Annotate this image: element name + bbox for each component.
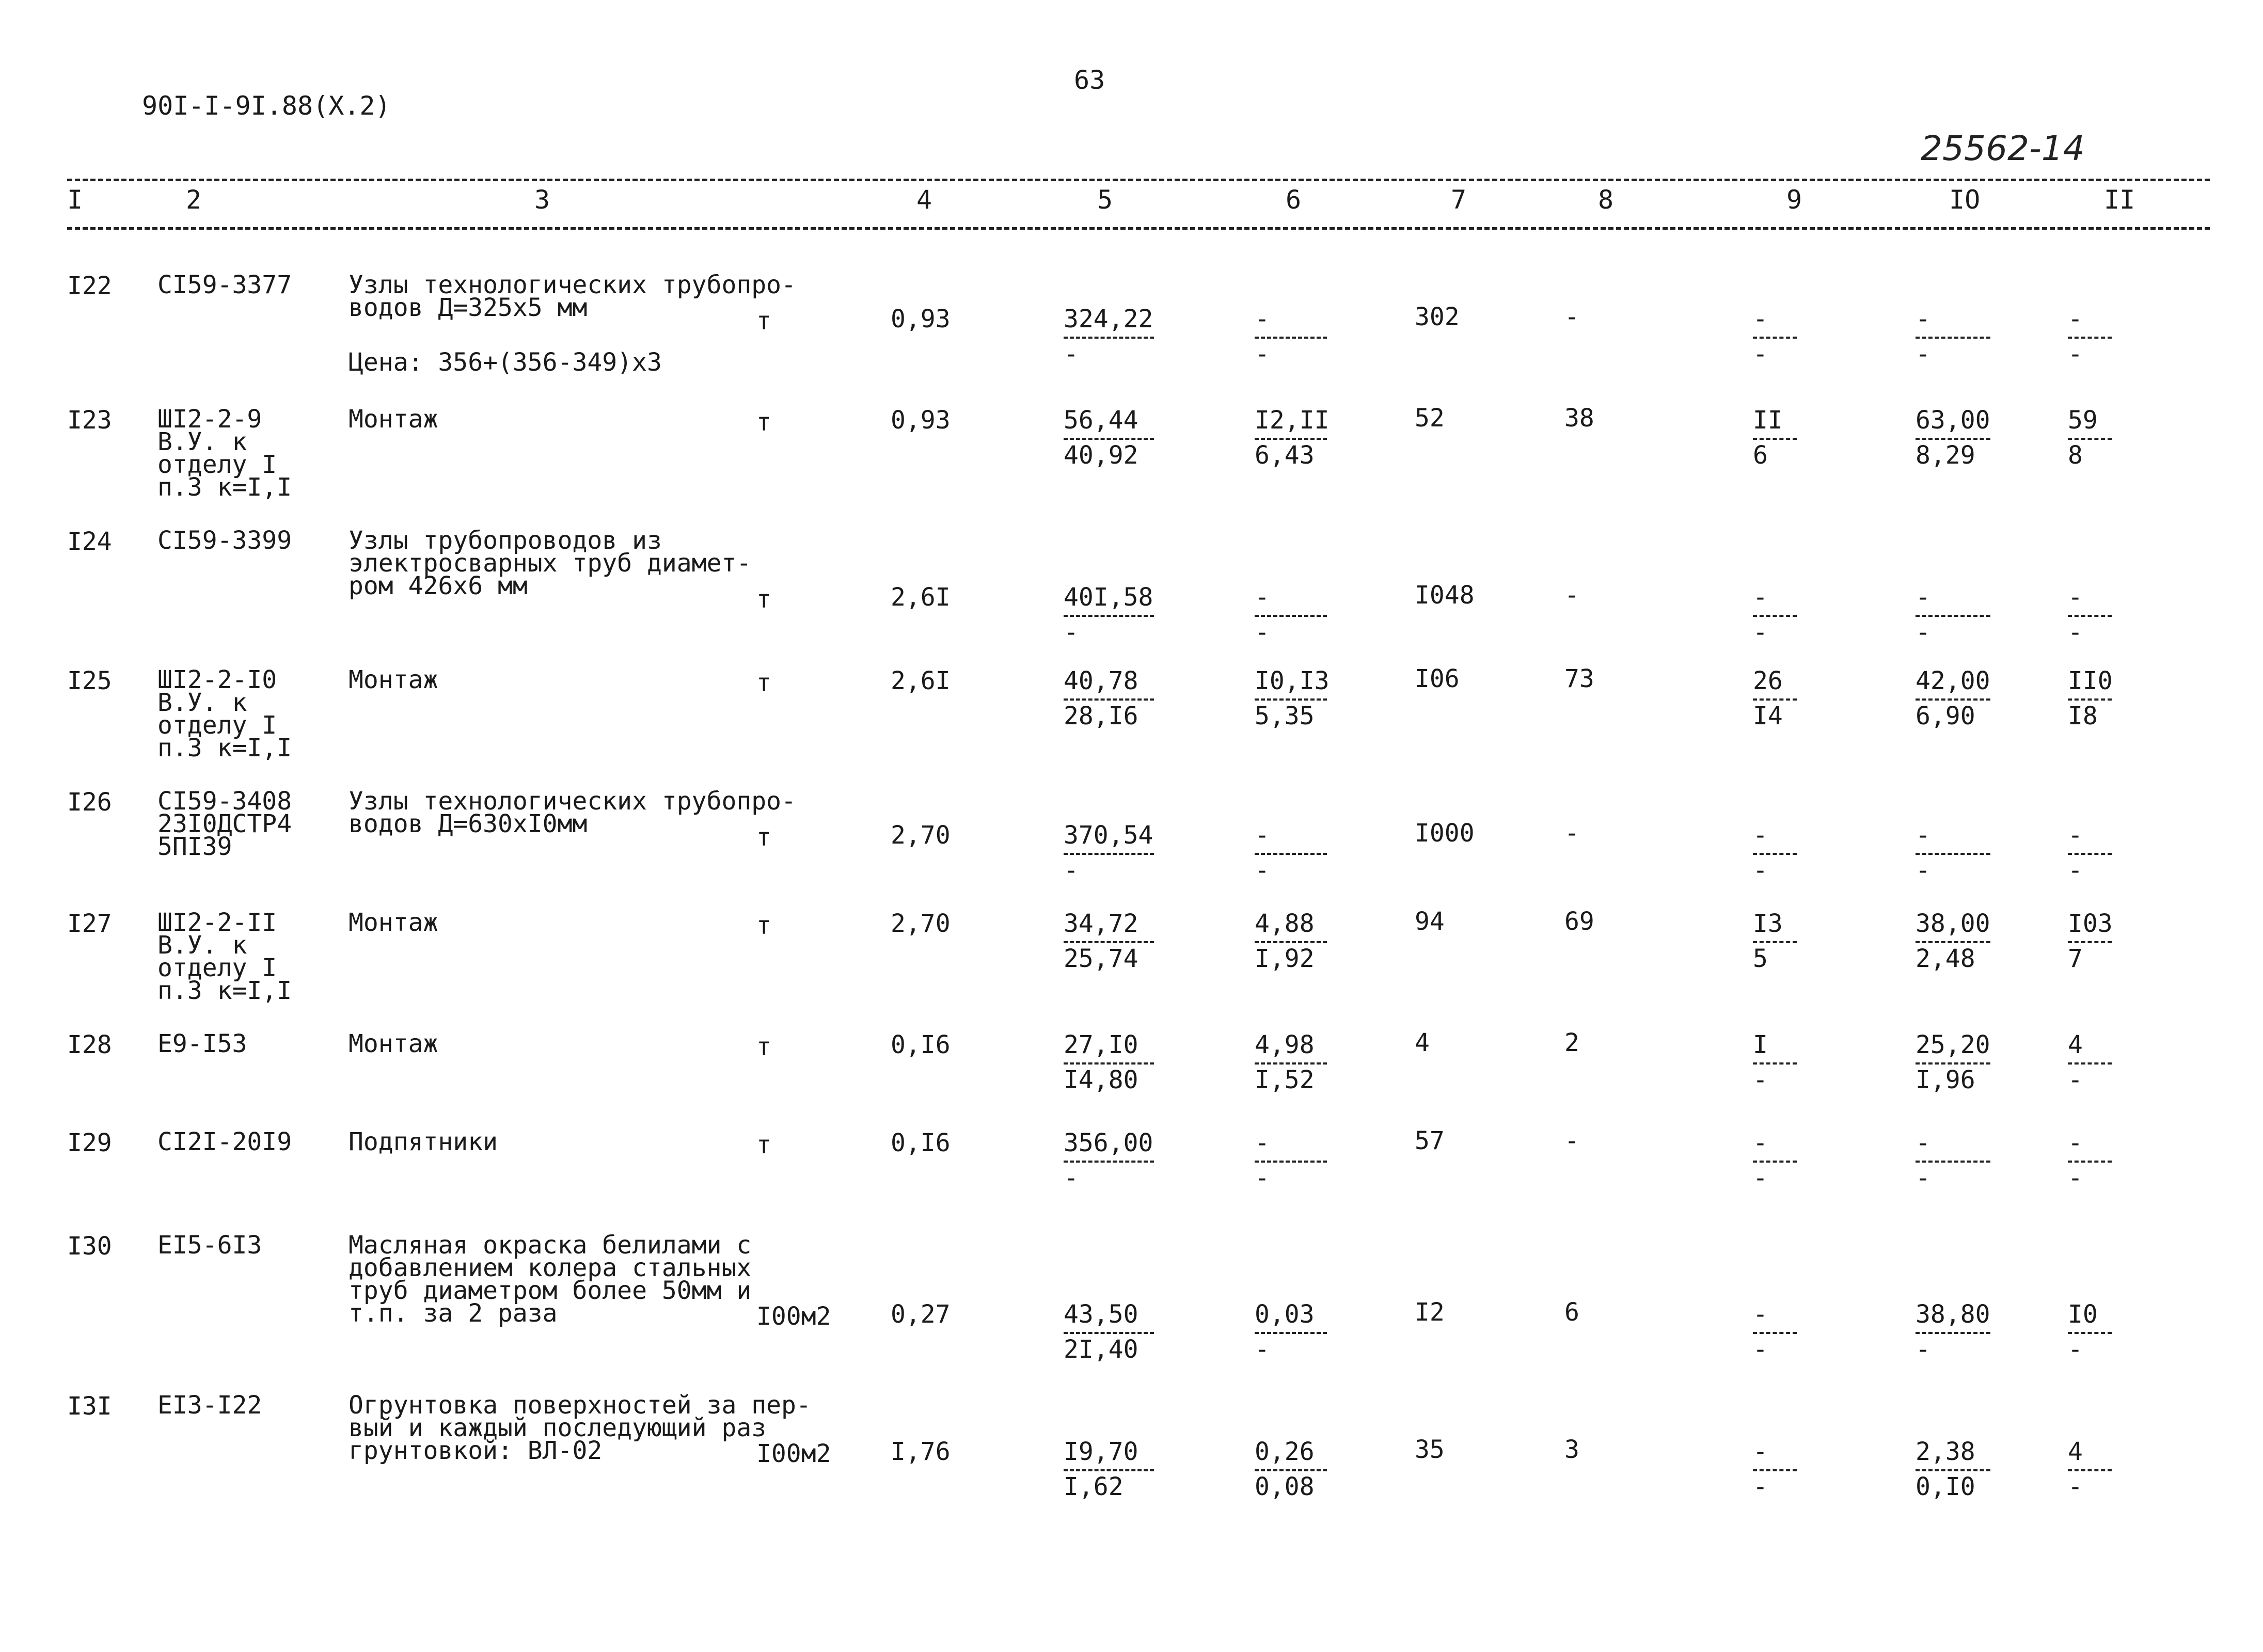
c9-numerator: - bbox=[1753, 305, 1768, 333]
c6-fraction-line bbox=[1255, 438, 1327, 440]
c6-numerator: 0,03 bbox=[1255, 1300, 1315, 1329]
c5-denominator: 28,I6 bbox=[1064, 702, 1138, 730]
c9-numerator: - bbox=[1753, 1129, 1768, 1157]
row-description: Узлы технологических трубопро- водов Д=630хI0мм bbox=[349, 787, 796, 838]
c5-denominator: I4,80 bbox=[1064, 1066, 1138, 1094]
row-code: CI59-3399 bbox=[157, 526, 292, 555]
c6-denominator: 5,35 bbox=[1255, 702, 1315, 730]
row-quantity: 0,93 bbox=[891, 305, 951, 333]
c11-fraction-line bbox=[2068, 1469, 2112, 1471]
c5-fraction-line bbox=[1064, 941, 1154, 943]
c6-numerator: I0,I3 bbox=[1255, 666, 1330, 695]
c9-denominator: - bbox=[1753, 1335, 1768, 1364]
row-quantity: 0,I6 bbox=[891, 1129, 951, 1157]
c10-denominator: - bbox=[1916, 856, 1930, 885]
row-unit: т bbox=[756, 408, 771, 437]
c9-fraction-line bbox=[1753, 1332, 1797, 1334]
col7-value: I048 bbox=[1415, 581, 1475, 610]
c11-fraction-line bbox=[2068, 1062, 2112, 1065]
row-quantity: 0,27 bbox=[891, 1300, 951, 1329]
c9-fraction-line bbox=[1753, 853, 1797, 855]
c6-denominator: - bbox=[1255, 340, 1270, 369]
c9-denominator: I4 bbox=[1753, 702, 1783, 730]
c11-denominator: 8 bbox=[2068, 441, 2083, 470]
row-quantity: 0,I6 bbox=[891, 1030, 951, 1059]
c10-numerator: 63,00 bbox=[1916, 406, 1990, 435]
c11-numerator: - bbox=[2068, 583, 2083, 612]
row-number: I24 bbox=[67, 527, 112, 556]
document-code: 90I-I-9I.88(Х.2) bbox=[142, 91, 391, 121]
c9-fraction-line bbox=[1753, 615, 1797, 617]
row-description: Монтаж bbox=[349, 1029, 438, 1058]
row-number: I23 bbox=[67, 406, 112, 435]
c6-numerator: 0,26 bbox=[1255, 1437, 1315, 1466]
c10-denominator: 2,48 bbox=[1916, 944, 1975, 973]
c11-numerator: - bbox=[2068, 305, 2083, 333]
row-number: I29 bbox=[67, 1129, 112, 1157]
c11-denominator: - bbox=[2068, 1472, 2083, 1501]
c9-denominator: - bbox=[1753, 856, 1768, 885]
c9-denominator: - bbox=[1753, 1472, 1768, 1501]
c9-fraction-line bbox=[1753, 337, 1797, 339]
c6-numerator: 4,88 bbox=[1255, 909, 1315, 938]
column-header: 4 bbox=[916, 185, 932, 215]
c11-denominator: - bbox=[2068, 618, 2083, 647]
row-number: I30 bbox=[67, 1232, 112, 1261]
column-header: 3 bbox=[534, 185, 550, 215]
c9-fraction-line bbox=[1753, 1469, 1797, 1471]
c6-numerator: 4,98 bbox=[1255, 1030, 1315, 1059]
c6-fraction-line bbox=[1255, 941, 1327, 943]
row-quantity: 0,93 bbox=[891, 406, 951, 435]
c6-fraction-line bbox=[1255, 615, 1327, 617]
c5-denominator: - bbox=[1064, 340, 1079, 369]
c5-fraction-line bbox=[1064, 1062, 1154, 1065]
c10-denominator: - bbox=[1916, 618, 1930, 647]
c6-numerator: - bbox=[1255, 821, 1270, 850]
c11-numerator: - bbox=[2068, 1129, 2083, 1157]
c11-fraction-line bbox=[2068, 1161, 2112, 1163]
row-description: Огрунтовка поверхностей за пер- вый и каждый последующий раз грунтовкой: ВЛ-02 bbox=[349, 1391, 811, 1465]
col8-value: - bbox=[1564, 581, 1579, 610]
c11-numerator: II0 bbox=[2068, 666, 2113, 695]
c11-denominator: - bbox=[2068, 1164, 2083, 1193]
c6-numerator: - bbox=[1255, 1129, 1270, 1157]
c5-fraction-line bbox=[1064, 698, 1154, 701]
row-quantity: 2,6I bbox=[891, 583, 951, 612]
col7-value: 57 bbox=[1415, 1126, 1445, 1155]
c10-denominator: I,96 bbox=[1916, 1066, 1975, 1094]
row-unit: т bbox=[756, 1131, 771, 1159]
c10-denominator: - bbox=[1916, 1335, 1930, 1364]
row-code: ШI2-2-I0 В.У. к отделу I п.3 к=I,I bbox=[157, 665, 292, 763]
col7-value: 94 bbox=[1415, 907, 1445, 936]
row-quantity: 2,70 bbox=[891, 821, 951, 850]
c5-numerator: 40I,58 bbox=[1064, 583, 1153, 612]
c6-denominator: - bbox=[1255, 1335, 1270, 1364]
c6-fraction-line bbox=[1255, 1161, 1327, 1163]
column-header: IO bbox=[1949, 185, 1981, 215]
c11-denominator: - bbox=[2068, 340, 2083, 369]
c5-fraction-line bbox=[1064, 438, 1154, 440]
c9-fraction-line bbox=[1753, 1161, 1797, 1163]
col8-value: 2 bbox=[1564, 1028, 1579, 1057]
col8-value: 73 bbox=[1564, 664, 1594, 693]
c10-fraction-line bbox=[1916, 853, 1990, 855]
c11-denominator: I8 bbox=[2068, 702, 2098, 730]
row-code: EI5-6I3 bbox=[157, 1231, 262, 1260]
column-header: II bbox=[2104, 185, 2135, 215]
row-unit: I00м2 bbox=[756, 1302, 831, 1331]
row-unit: т bbox=[756, 1032, 771, 1061]
c5-denominator: 2I,40 bbox=[1064, 1335, 1138, 1364]
inventory-number-stamp: 25562-14 bbox=[1921, 129, 2085, 168]
c11-fraction-line bbox=[2068, 1332, 2112, 1334]
c10-fraction-line bbox=[1916, 698, 1990, 701]
c6-numerator: - bbox=[1255, 305, 1270, 333]
c6-denominator: I,52 bbox=[1255, 1066, 1315, 1094]
c9-denominator: - bbox=[1753, 1066, 1768, 1094]
c5-denominator: I,62 bbox=[1064, 1472, 1123, 1501]
c5-numerator: 27,I0 bbox=[1064, 1030, 1138, 1059]
row-price-note: Цена: 356+(356-349)х3 bbox=[349, 348, 662, 377]
c10-denominator: 8,29 bbox=[1916, 441, 1975, 470]
c6-fraction-line bbox=[1255, 337, 1327, 339]
c5-numerator: 34,72 bbox=[1064, 909, 1138, 938]
header-bottom-rule bbox=[67, 227, 2210, 230]
c11-numerator: I0 bbox=[2068, 1300, 2098, 1329]
c10-numerator: 25,20 bbox=[1916, 1030, 1990, 1059]
col7-value: 52 bbox=[1415, 404, 1445, 433]
c6-denominator: - bbox=[1255, 1164, 1270, 1193]
column-header: 5 bbox=[1097, 185, 1113, 215]
column-header: 9 bbox=[1786, 185, 1802, 215]
row-unit: т bbox=[756, 669, 771, 697]
row-description: Узлы трубопроводов из электросварных труб диамет- ром 426х6 мм bbox=[349, 526, 752, 600]
c11-numerator: 4 bbox=[2068, 1437, 2083, 1466]
c5-numerator: I9,70 bbox=[1064, 1437, 1138, 1466]
c10-numerator: 38,80 bbox=[1916, 1300, 1990, 1329]
col7-value: 302 bbox=[1415, 303, 1460, 331]
c10-fraction-line bbox=[1916, 1332, 1990, 1334]
c9-fraction-line bbox=[1753, 698, 1797, 701]
c5-numerator: 40,78 bbox=[1064, 666, 1138, 695]
row-quantity: 2,70 bbox=[891, 909, 951, 938]
c10-fraction-line bbox=[1916, 615, 1990, 617]
c10-fraction-line bbox=[1916, 941, 1990, 943]
col8-value: - bbox=[1564, 819, 1579, 848]
column-header: 7 bbox=[1451, 185, 1467, 215]
c9-denominator: 6 bbox=[1753, 441, 1768, 470]
c10-numerator: - bbox=[1916, 821, 1930, 850]
row-unit: т bbox=[756, 307, 771, 336]
c6-fraction-line bbox=[1255, 698, 1327, 701]
row-number: I27 bbox=[67, 909, 112, 938]
c9-numerator: 26 bbox=[1753, 666, 1783, 695]
c10-fraction-line bbox=[1916, 1161, 1990, 1163]
col7-value: I2 bbox=[1415, 1298, 1445, 1327]
row-description: Подпятники bbox=[349, 1127, 498, 1156]
row-unit: I00м2 bbox=[756, 1439, 831, 1468]
c5-numerator: 370,54 bbox=[1064, 821, 1153, 850]
col8-value: - bbox=[1564, 1126, 1579, 1155]
c9-numerator: II bbox=[1753, 406, 1783, 435]
c9-numerator: - bbox=[1753, 1437, 1768, 1466]
row-description: Монтаж bbox=[349, 405, 438, 434]
row-unit: т bbox=[756, 823, 771, 852]
c6-numerator: - bbox=[1255, 583, 1270, 612]
row-quantity: I,76 bbox=[891, 1437, 951, 1466]
col8-value: 6 bbox=[1564, 1298, 1579, 1327]
page-number: 63 bbox=[1074, 65, 1105, 95]
c11-numerator: 59 bbox=[2068, 406, 2098, 435]
c11-fraction-line bbox=[2068, 337, 2112, 339]
c9-numerator: - bbox=[1753, 583, 1768, 612]
c10-denominator: - bbox=[1916, 1164, 1930, 1193]
c9-fraction-line bbox=[1753, 941, 1797, 943]
row-number: I25 bbox=[67, 666, 112, 695]
c11-numerator: 4 bbox=[2068, 1030, 2083, 1059]
c6-fraction-line bbox=[1255, 853, 1327, 855]
c10-fraction-line bbox=[1916, 1469, 1990, 1471]
c10-numerator: 2,38 bbox=[1916, 1437, 1975, 1466]
c9-denominator: - bbox=[1753, 1164, 1768, 1193]
column-header: 2 bbox=[186, 185, 202, 215]
c11-fraction-line bbox=[2068, 853, 2112, 855]
c5-numerator: 56,44 bbox=[1064, 406, 1138, 435]
c5-denominator: 40,92 bbox=[1064, 441, 1138, 470]
c5-fraction-line bbox=[1064, 615, 1154, 617]
col7-value: 35 bbox=[1415, 1435, 1445, 1464]
row-code: CI59-3408 23I0ДСТР4 5ПI39 bbox=[157, 787, 292, 861]
c5-denominator: 25,74 bbox=[1064, 944, 1138, 973]
row-description: Монтаж bbox=[349, 908, 438, 937]
row-number: I26 bbox=[67, 788, 112, 817]
c9-fraction-line bbox=[1753, 438, 1797, 440]
c9-numerator: I bbox=[1753, 1030, 1768, 1059]
c10-numerator: - bbox=[1916, 583, 1930, 612]
c5-numerator: 324,22 bbox=[1064, 305, 1153, 333]
c11-fraction-line bbox=[2068, 698, 2112, 701]
c9-denominator: - bbox=[1753, 618, 1768, 647]
c11-numerator: I03 bbox=[2068, 909, 2113, 938]
column-header: 6 bbox=[1286, 185, 1302, 215]
row-number: I3I bbox=[67, 1392, 112, 1421]
c6-fraction-line bbox=[1255, 1469, 1327, 1471]
c11-denominator: 7 bbox=[2068, 944, 2083, 973]
c10-fraction-line bbox=[1916, 1062, 1990, 1065]
c5-fraction-line bbox=[1064, 1161, 1154, 1163]
c11-denominator: - bbox=[2068, 1335, 2083, 1364]
c11-fraction-line bbox=[2068, 941, 2112, 943]
c10-fraction-line bbox=[1916, 337, 1990, 339]
column-header: 8 bbox=[1598, 185, 1614, 215]
row-number: I28 bbox=[67, 1030, 112, 1059]
row-quantity: 2,6I bbox=[891, 666, 951, 695]
c6-denominator: 0,08 bbox=[1255, 1472, 1315, 1501]
c11-denominator: - bbox=[2068, 1066, 2083, 1094]
c5-denominator: - bbox=[1064, 856, 1079, 885]
c6-denominator: 6,43 bbox=[1255, 441, 1315, 470]
c6-numerator: I2,II bbox=[1255, 406, 1330, 435]
c9-numerator: I3 bbox=[1753, 909, 1783, 938]
header-top-rule bbox=[67, 179, 2210, 181]
c9-denominator: - bbox=[1753, 340, 1768, 369]
c6-fraction-line bbox=[1255, 1332, 1327, 1334]
row-code: EI3-I22 bbox=[157, 1391, 262, 1420]
c5-numerator: 43,50 bbox=[1064, 1300, 1138, 1329]
c10-denominator: - bbox=[1916, 340, 1930, 369]
c5-denominator: - bbox=[1064, 1164, 1079, 1193]
c10-denominator: 6,90 bbox=[1916, 702, 1975, 730]
row-code: ШI2-2-II В.У. к отделу I п.3 к=I,I bbox=[157, 908, 292, 1005]
c6-denominator: - bbox=[1255, 856, 1270, 885]
col7-value: I000 bbox=[1415, 819, 1475, 848]
c10-numerator: - bbox=[1916, 305, 1930, 333]
c9-fraction-line bbox=[1753, 1062, 1797, 1065]
c5-fraction-line bbox=[1064, 853, 1154, 855]
c10-numerator: 42,00 bbox=[1916, 666, 1990, 695]
col8-value: 3 bbox=[1564, 1435, 1579, 1464]
c5-fraction-line bbox=[1064, 1469, 1154, 1471]
c10-numerator: - bbox=[1916, 1129, 1930, 1157]
col8-value: 69 bbox=[1564, 907, 1594, 936]
c6-fraction-line bbox=[1255, 1062, 1327, 1065]
c10-numerator: 38,00 bbox=[1916, 909, 1990, 938]
col8-value: 38 bbox=[1564, 404, 1594, 433]
c11-fraction-line bbox=[2068, 615, 2112, 617]
c6-denominator: - bbox=[1255, 618, 1270, 647]
row-description: Монтаж bbox=[349, 665, 438, 694]
row-description: Масляная окраска белилами с добавлением колера стальных труб диаметром более 50мм и т.п. за 2 раза bbox=[349, 1231, 752, 1328]
c5-fraction-line bbox=[1064, 1332, 1154, 1334]
col7-value: I06 bbox=[1415, 664, 1460, 693]
row-unit: т bbox=[756, 585, 771, 614]
c9-denominator: 5 bbox=[1753, 944, 1768, 973]
c5-fraction-line bbox=[1064, 337, 1154, 339]
column-header: I bbox=[67, 185, 83, 215]
row-number: I22 bbox=[67, 272, 112, 300]
col8-value: - bbox=[1564, 303, 1579, 331]
row-code: CI2I-20I9 bbox=[157, 1127, 292, 1156]
c6-denominator: I,92 bbox=[1255, 944, 1315, 973]
row-code: CI59-3377 bbox=[157, 271, 292, 299]
c11-numerator: - bbox=[2068, 821, 2083, 850]
col7-value: 4 bbox=[1415, 1028, 1430, 1057]
c9-numerator: - bbox=[1753, 1300, 1768, 1329]
row-code: ШI2-2-9 В.У. к отделу I п.3 к=I,I bbox=[157, 405, 292, 502]
c5-numerator: 356,00 bbox=[1064, 1129, 1153, 1157]
row-unit: т bbox=[756, 911, 771, 940]
c11-fraction-line bbox=[2068, 438, 2112, 440]
c10-fraction-line bbox=[1916, 438, 1990, 440]
c5-denominator: - bbox=[1064, 618, 1079, 647]
row-code: E9-I53 bbox=[157, 1029, 247, 1058]
c11-denominator: - bbox=[2068, 856, 2083, 885]
row-description: Узлы технологических трубопро- водов Д=325х5 мм bbox=[349, 271, 796, 322]
c10-denominator: 0,I0 bbox=[1916, 1472, 1975, 1501]
c9-numerator: - bbox=[1753, 821, 1768, 850]
